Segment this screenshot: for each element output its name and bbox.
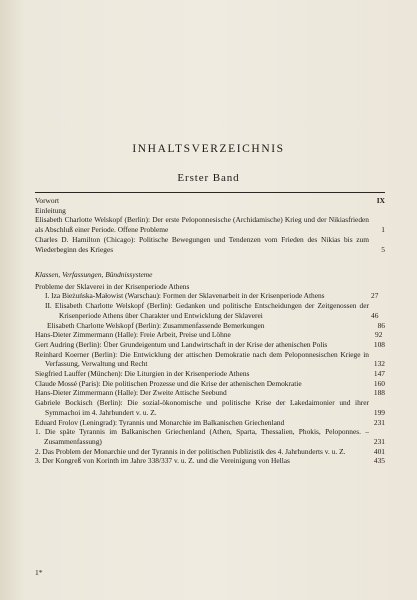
toc-entry: Charles D. Hamilton (Chicago): Politische Bewegungen und Tendenzen vom Frieden des Nikias bis zum Wiederbeginn des Krieges 5 [35,234,385,254]
signature-mark: 1* [35,568,43,577]
top-rule [35,192,385,193]
toc-entry: Hans-Dieter Zimmermann (Halle): Freie Arbeit, Preise und Löhne 92 [35,330,383,340]
toc-entry: Siegfried Lauffer (München): Die Liturgien in der Krisenperiode Athens 147 [35,369,385,379]
toc-entry: 1. Die späte Tyrannis im Balkanischen Griechenland (Athen, Sparta, Thessalien, Phokis, Peloponnes. – Zusammenfassung) 231 [35,427,385,446]
toc-top [35,196,385,254]
toc-entry: Eduard Frolov (Leningrad): Tyrannis und Monarchie im Balkanischen Griechenland 231 [35,417,385,427]
toc-entry: 2. Das Problem der Monarchie und der Tyrannis in der politischen Publizistik des 4. Jahrhunderts v. u. Z. 401 [35,446,385,456]
toc-entry: Gabriele Bockisch (Berlin): Die sozial-ökonomische und politische Krise der Lakedaimonier und ihrer Symmachoi im 4. Jahrhundert v. u. Z. 199 [35,398,385,417]
toc-entry: Hans-Dieter Zimmermann (Halle): Der Zweite Attische Seebund 188 [35,388,385,398]
toc-body [35,258,385,466]
toc-entry: Elisabeth Charlotte Welskopf (Berlin): Zusammenfassende Bemerkungen 86 [47,320,385,330]
page-title: INHALTSVERZEICHNIS [132,143,285,155]
toc-entry: Einleitung [35,205,66,215]
toc-entry: Gert Audring (Berlin): Über Grundeigentum und Landwirtschaft in der Krise der athenischen Polis 108 [35,339,385,349]
group-heading: Probleme der Sklaverei in der Krisenperiode Athens [35,281,190,291]
toc-entry: Vorwort IX [35,196,385,205]
toc-entry: Claude Mossé (Paris): Die politischen Prozesse und die Krise der athenischen Demokratie 160 [35,378,385,388]
toc-entry: Reinhard Koerner (Berlin): Die Entwicklung der attischen Demokratie nach dem Peloponnesischen Kriege in Verfassung, Verwaltung und Recht 132 [35,349,385,369]
toc-entry: I. Iza Bieżuńska-Małowist (Warschau): Formen der Sklavenarbeit in der Krisenperiode Athens 27 [45,291,379,301]
toc-entry: Elisabeth Charlotte Welskopf (Berlin): Der erste Peloponnesische (Archidamische) Krieg und der Nikiasfrieden als Abschluß einer Periode. Offene Probleme 1 [35,215,385,235]
section-heading: Klassen, Verfassungen, Bündnissysteme [35,270,153,279]
toc-entry: 3. Der Kongreß von Korinth im Jahre 338/337 v. u. Z. und die Vereinigung von Hellas 435 [35,456,385,466]
volume-subtitle: Erster Band [177,172,240,184]
toc-entry: II. Elisabeth Charlotte Welskopf (Berlin): Gedanken und politische Entscheidungen der Zeitgenossen der Krisenperiode Athens über Charakter und Entwicklung der Sklaverei 46 [45,301,379,320]
